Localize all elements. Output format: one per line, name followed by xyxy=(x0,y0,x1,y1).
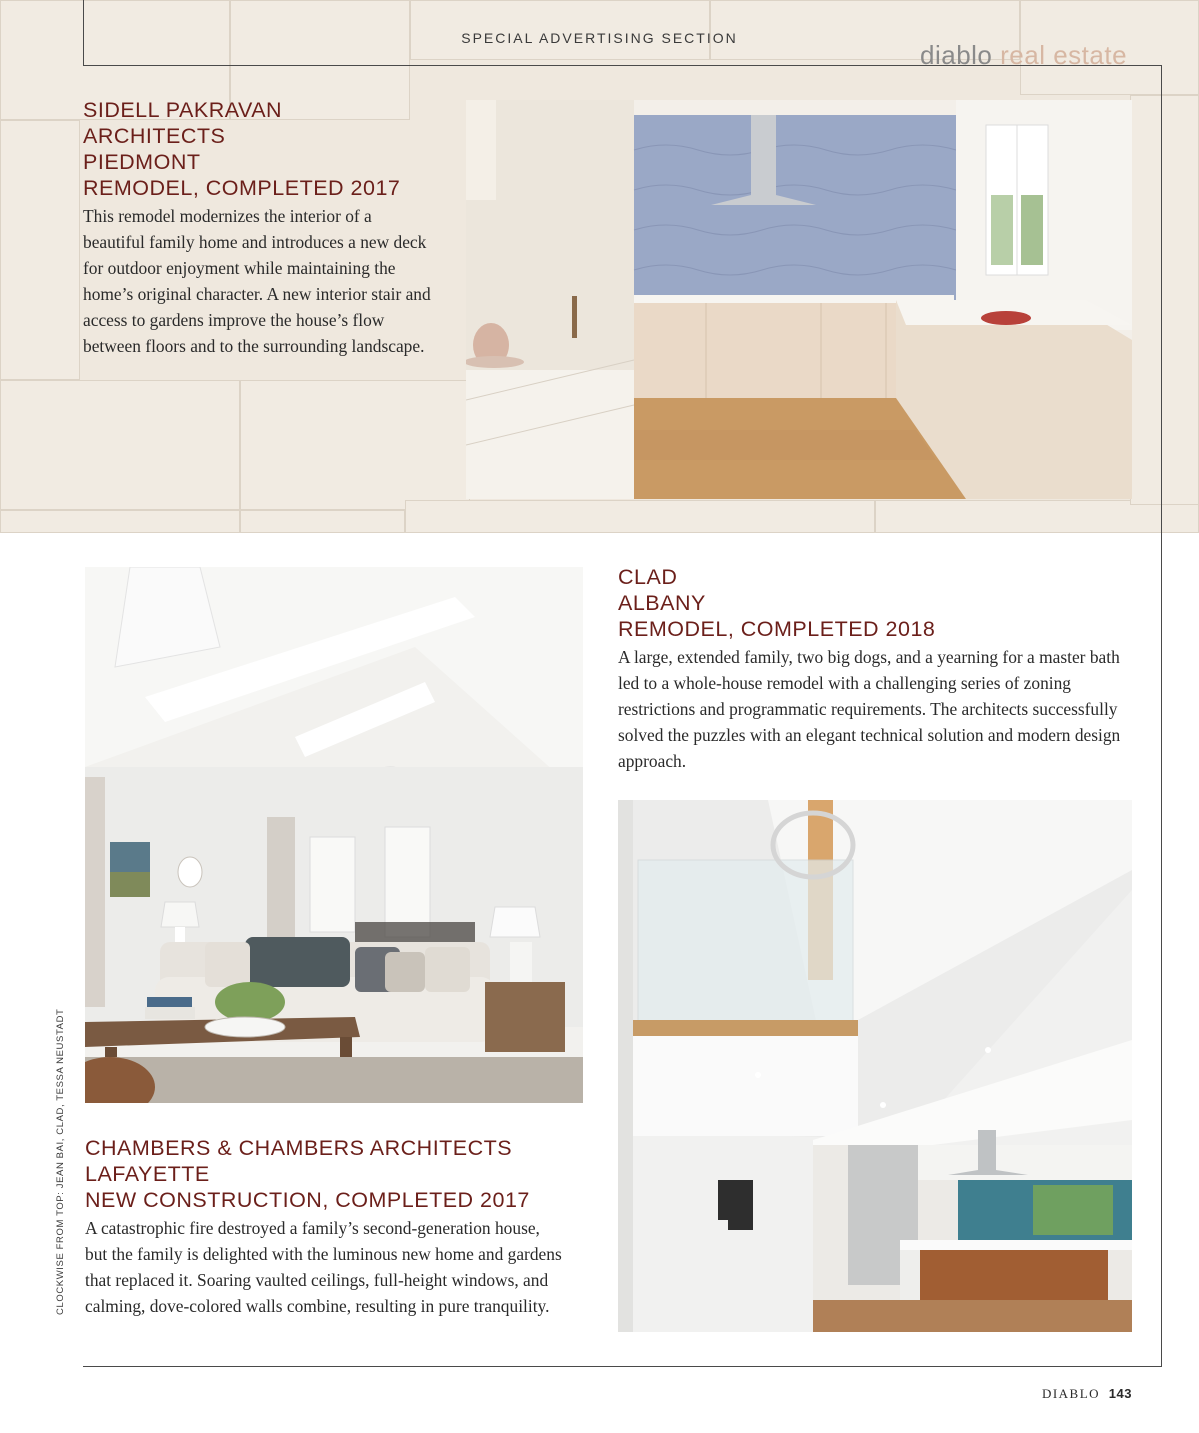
project-clad xyxy=(618,564,1133,774)
heading-line: LAFAYETTE xyxy=(85,1162,210,1186)
atrium-kitchen-photo xyxy=(618,800,1132,1332)
project-description: A catastrophic fire destroyed a family’s second-generation house, but the family is delighted with the luminous new home and gardens that replaced it. Soaring vaulted ceilings, full-height windows, and calming, dove-colored walls combine, resulting in pure tranquility. xyxy=(85,1218,562,1316)
living-room-photo xyxy=(85,567,583,1103)
project-description: This remodel modernizes the interior of a beautiful family home and introduces a new deck for outdoor enjoyment while maintaining the home’s original character. A new interior stair and access to gardens improve the house’s flow between floors and to the surrounding landscape. xyxy=(83,206,431,356)
heading-line: CHAMBERS & CHAMBERS ARCHITECTS xyxy=(85,1136,513,1160)
project-heading xyxy=(85,1135,565,1213)
brand-main: diablo xyxy=(920,40,993,70)
project-heading xyxy=(618,564,1133,642)
frame-rule-right xyxy=(1161,65,1162,1367)
project-sidell-pakravan xyxy=(83,97,433,359)
page-folio xyxy=(1042,1386,1132,1402)
heading-line: ARCHITECTS xyxy=(83,124,226,148)
heading-line: REMODEL, COMPLETED 2017 xyxy=(83,176,401,200)
kitchen-photo xyxy=(466,100,1132,499)
heading-line: NEW CONSTRUCTION, COMPLETED 2017 xyxy=(85,1188,530,1212)
heading-line: CLAD xyxy=(618,565,678,589)
heading-line: ALBANY xyxy=(618,591,706,615)
photo-credit: CLOCKWISE FROM TOP: JEAN BAI, CLAD, TESSA NEUSTADT xyxy=(55,1008,66,1315)
heading-line: SIDELL PAKRAVAN xyxy=(83,98,283,122)
brand-accent: real estate xyxy=(1000,40,1128,70)
magazine-name: DIABLO xyxy=(1041,1386,1101,1401)
brand-logo xyxy=(920,40,1127,71)
page-number: 143 xyxy=(1108,1386,1132,1401)
heading-line: REMODEL, COMPLETED 2018 xyxy=(618,617,936,641)
frame-rule-bottom xyxy=(83,1366,1161,1367)
section-label: SPECIAL ADVERTISING SECTION xyxy=(461,30,738,46)
project-chambers xyxy=(85,1135,565,1319)
project-description: A large, extended family, two big dogs, and a yearning for a master bath led to a whole-house remodel with a challenging series of zoning restrictions and programmatic requirements. The architects successfully solved the puzzles with an elegant technical solution and modern design approach. xyxy=(618,647,1121,771)
heading-line: PIEDMONT xyxy=(83,150,201,174)
project-heading xyxy=(83,97,433,201)
